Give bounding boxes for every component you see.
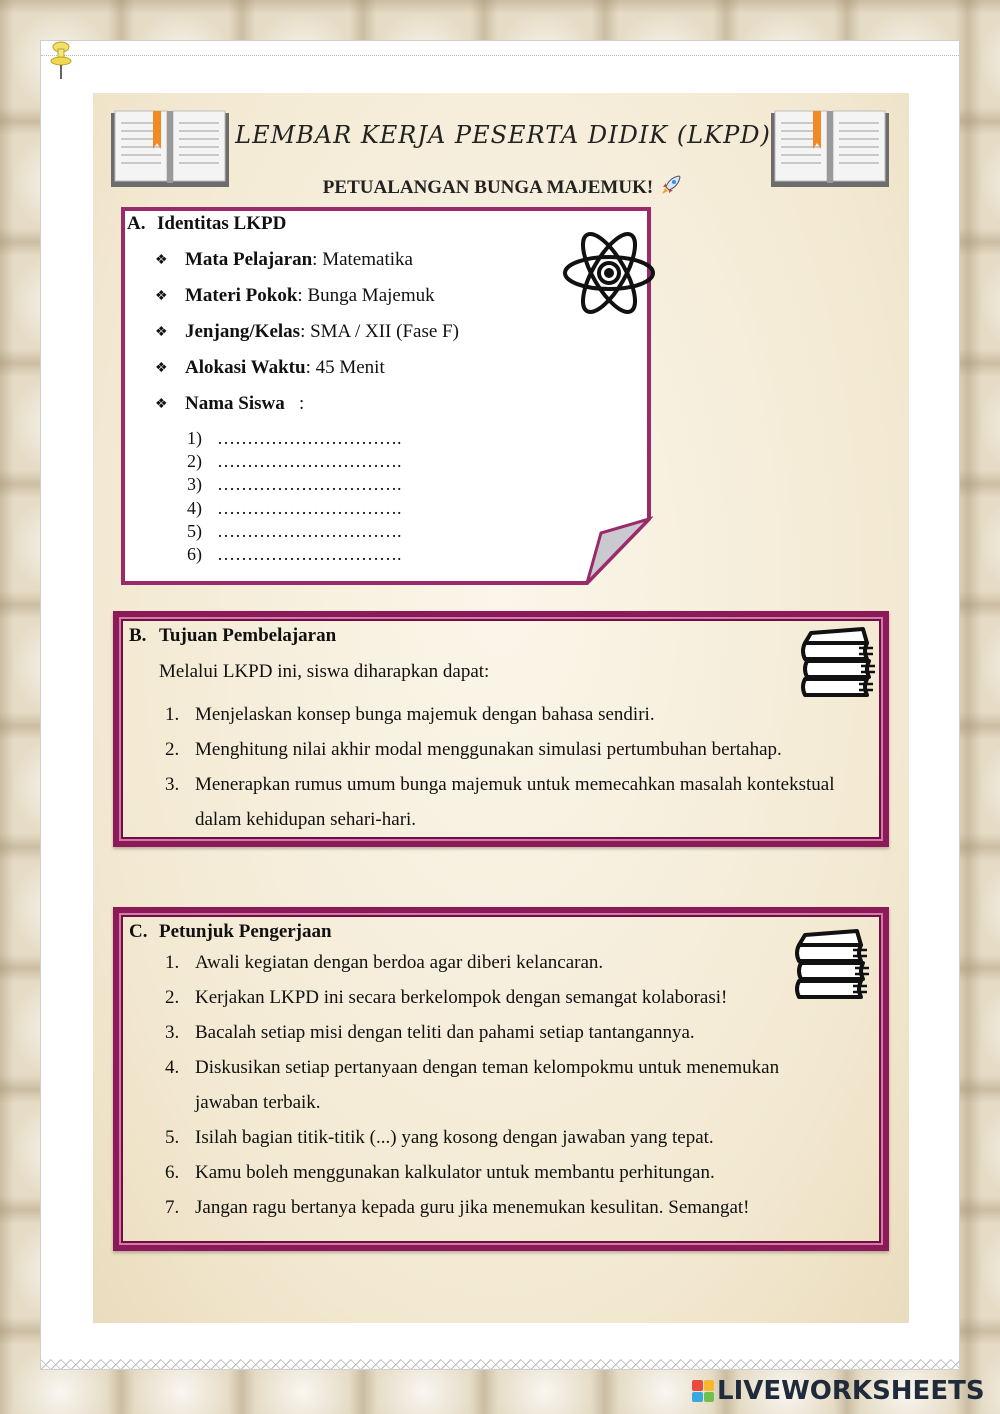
worksheet-sheet [40, 40, 960, 1370]
name-blank[interactable] [187, 543, 647, 566]
section-title: Tujuan Pembelajaran [159, 625, 337, 646]
book-stack-icon [791, 929, 871, 1003]
book-stack-icon [797, 627, 877, 701]
bottom-zigzag-edge [41, 1359, 959, 1369]
student-name-list [187, 427, 647, 566]
section-b-heading [129, 625, 873, 647]
identity-value: Matematika [322, 249, 413, 270]
objective-item [129, 732, 873, 767]
item-text: Diskusikan setiap pertanyaan dengan teman kelompokmu untuk menemukan jawaban terbaik. [195, 1057, 780, 1113]
liveworksheets-logo-icon [692, 1380, 714, 1402]
objectives-intro: Melalui LKPD ini, siswa diharapkan dapat: [159, 661, 490, 682]
name-dots: …………………………. [217, 544, 402, 565]
name-blank[interactable] [187, 473, 647, 496]
item-text: Menghitung nilai akhir modal menggunakan simulasi pertumbuhan bertahap. [195, 739, 782, 760]
section-c-heading [129, 921, 873, 943]
section-letter: B. [129, 625, 147, 646]
name-dots: …………………………. [217, 428, 402, 448]
identity-value: 45 Menit [315, 357, 385, 378]
instruction-item [129, 980, 873, 1015]
item-number: 3. [165, 774, 180, 795]
item-number: 2. [165, 987, 180, 1008]
objectives-list [129, 697, 873, 837]
rocket-icon [659, 173, 683, 197]
instructions-list [129, 945, 873, 1225]
subtitle-text: PETUALANGAN BUNGA MAJEMUK! [322, 177, 654, 198]
item-number: 4. [165, 1057, 180, 1078]
item-number: 7. [165, 1197, 180, 1218]
item-text: Menjelaskan konsep bunga majemuk dengan bahasa sendiri. [195, 704, 655, 725]
name-dots: …………………………. [217, 474, 402, 495]
name-number: 2) [187, 451, 202, 472]
item-text: Kamu boleh menggunakan kalkulator untuk membantu perhitungan. [195, 1162, 715, 1183]
name-number: 6) [187, 544, 202, 565]
objective-item [129, 697, 873, 732]
item-number: 1. [165, 952, 180, 973]
diamond-bullet-icon: ❖ [155, 361, 168, 376]
section-title: Petunjuk Pengerjaan [159, 921, 332, 942]
identity-label: Nama Siswa [185, 393, 285, 414]
brand-text: LIVEWORKSHEETS [717, 1376, 985, 1406]
name-blank[interactable] [187, 520, 647, 543]
instructions-box [113, 907, 889, 1251]
section-letter: A. [127, 213, 146, 234]
item-text: Jangan ragu bertanya kepada guru jika menemukan kesulitan. Semangat! [195, 1197, 750, 1218]
item-number: 3. [165, 1022, 180, 1043]
item-number: 5. [165, 1127, 180, 1148]
identity-value: Bunga Majemuk [307, 285, 435, 306]
liveworksheets-brand[interactable] [692, 1376, 985, 1406]
item-number: 1. [165, 704, 180, 725]
identity-label: Jenjang/Kelas [185, 321, 301, 342]
identity-label: Alokasi Waktu [185, 357, 306, 378]
name-number: 4) [187, 497, 202, 518]
item-text: Bacalah setiap misi dengan teliti dan pahami setiap tantangannya. [195, 1022, 695, 1043]
name-dots: …………………………. [217, 520, 402, 541]
open-book-icon [109, 109, 231, 189]
section-letter: C. [129, 921, 148, 942]
content-panel [93, 93, 909, 1323]
diamond-bullet-icon: ❖ [155, 325, 168, 340]
item-number: 6. [165, 1162, 180, 1183]
identity-separator: : [312, 249, 323, 270]
name-number: 3) [187, 474, 202, 495]
item-text: Kerjakan LKPD ini secara berkelompok dengan semangat kolaborasi! [195, 987, 728, 1008]
name-blank[interactable] [187, 427, 647, 450]
item-text: Isilah bagian titik-titik (...) yang kosong dengan jawaban yang tepat. [195, 1127, 714, 1148]
diamond-bullet-icon: ❖ [155, 253, 168, 268]
name-dots: …………………………. [217, 497, 402, 518]
objective-item [129, 767, 873, 837]
top-divider [41, 55, 959, 56]
atom-icon [561, 223, 657, 323]
identity-item [155, 321, 647, 343]
instruction-item [129, 1155, 873, 1190]
pushpin-icon [49, 41, 73, 81]
identity-label: Mata Pelajaran [185, 249, 313, 270]
identity-label: Materi Pokok [185, 285, 298, 306]
name-dots: …………………………. [217, 451, 402, 472]
name-number: 5) [187, 520, 202, 541]
identity-value: SMA / XII (Fase F) [310, 321, 459, 342]
identity-separator: : [297, 285, 308, 306]
item-number: 2. [165, 739, 180, 760]
diamond-bullet-icon: ❖ [155, 289, 168, 304]
worksheet-title: LEMBAR KERJA PESERTA DIDIK (LKPD) [235, 121, 771, 149]
name-blank[interactable] [187, 497, 647, 520]
section-title: Identitas LKPD [157, 213, 287, 234]
name-number: 1) [187, 428, 202, 448]
instruction-item [129, 1190, 873, 1225]
learning-objectives-box [113, 611, 889, 847]
instruction-item [129, 1050, 873, 1120]
name-blank[interactable] [187, 450, 647, 473]
instruction-item [129, 1120, 873, 1155]
instruction-item [129, 945, 873, 980]
worksheet-subtitle [233, 173, 773, 199]
item-text: Awali kegiatan dengan berdoa agar diberi kelancaran. [195, 952, 604, 973]
identity-separator: : [284, 393, 305, 414]
instruction-item [129, 1015, 873, 1050]
identity-card [121, 207, 653, 585]
identity-separator: : [305, 357, 316, 378]
identity-item [155, 357, 647, 379]
identity-item [155, 393, 647, 415]
identity-separator: : [300, 321, 311, 342]
diamond-bullet-icon: ❖ [155, 397, 168, 412]
open-book-icon [769, 109, 891, 189]
item-text: Menerapkan rumus umum bunga majemuk untuk memecahkan masalah kontekstual dalam kehidupan sehari-hari. [195, 774, 835, 830]
